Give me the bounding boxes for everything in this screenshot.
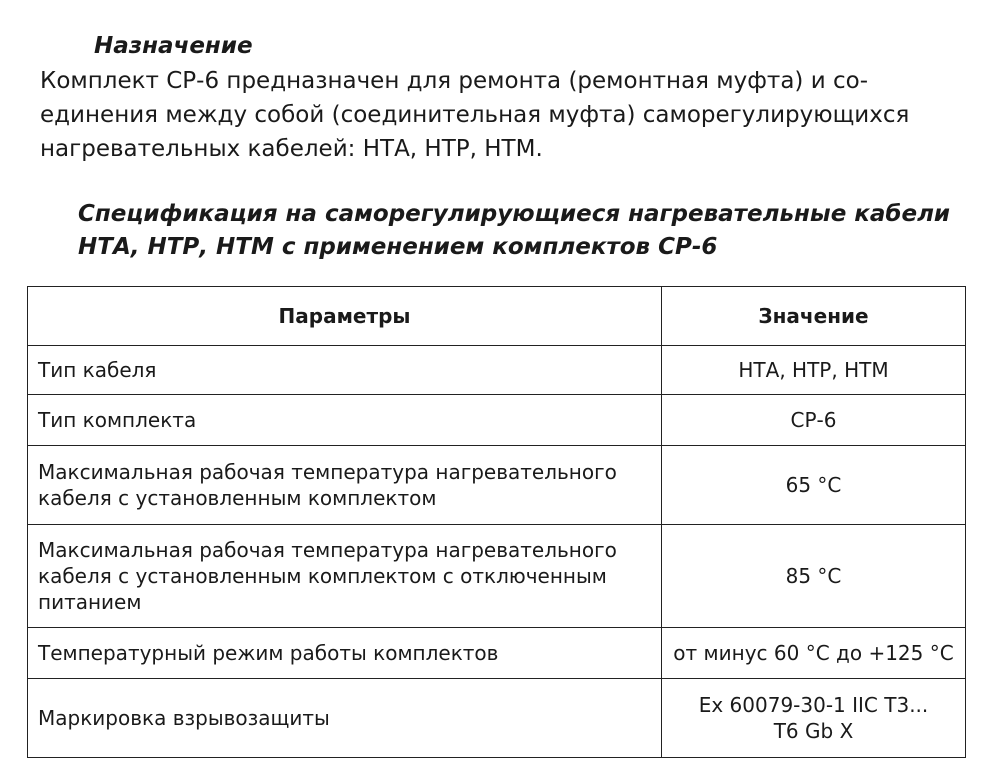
param-cell <box>28 395 662 446</box>
param-text: кабеля с установленным комплектом <box>38 486 437 510</box>
param-text: питанием <box>38 590 142 614</box>
param-cell <box>28 446 662 525</box>
table-row <box>28 525 966 628</box>
value-text: от минус 60 °С до +125 °С <box>673 641 954 665</box>
table-row <box>28 446 966 525</box>
param-text: Тип комплекта <box>38 408 197 432</box>
param-cell <box>28 525 662 628</box>
value-text: Ex 60079-30-1 IIC T3... <box>698 693 929 717</box>
param-cell <box>28 628 662 679</box>
spec-table <box>27 286 966 758</box>
param-text: Максимальная рабочая температура нагревательного <box>38 538 617 562</box>
value-cell <box>662 446 966 525</box>
param-text: Тип кабеля <box>38 358 157 382</box>
value-cell <box>662 346 966 395</box>
purpose-line: Комплект СР-6 предназначен для ремонта (ремонтная муфта) и со- <box>40 68 868 94</box>
header-value: Значение <box>662 287 966 346</box>
value-text: 65 °С <box>785 473 842 497</box>
value-text: 85 °С <box>785 564 842 588</box>
header-parameters: Параметры <box>28 287 662 346</box>
purpose-heading: Назначение <box>94 33 253 59</box>
table-row <box>28 346 966 395</box>
spec-heading-line: НТА, НТР, НТМ с применением комплектов СР-6 <box>78 234 718 260</box>
table-row <box>28 679 966 758</box>
purpose-paragraph <box>40 64 980 166</box>
value-cell <box>662 525 966 628</box>
table-row <box>28 628 966 679</box>
param-text: Маркировка взрывозащиты <box>38 706 330 730</box>
param-text: кабеля с установленным комплектом с отключенным <box>38 564 607 588</box>
value-cell <box>662 628 966 679</box>
table-header-row <box>28 287 966 346</box>
param-cell <box>28 679 662 758</box>
param-text: Температурный режим работы комплектов <box>38 641 499 665</box>
table-row <box>28 395 966 446</box>
value-text: НТА, НТР, НТМ <box>738 358 889 382</box>
purpose-line: нагревательных кабелей: НТА, НТР, НТМ. <box>40 136 543 162</box>
value-text: СР-6 <box>790 408 837 432</box>
param-text: Максимальная рабочая температура нагревательного <box>38 460 617 484</box>
purpose-line: единения между собой (соединительная муфта) саморегулирующихся <box>40 102 910 128</box>
spec-heading-line: Спецификация на саморегулирующиеся нагревательные кабели <box>78 201 951 227</box>
value-cell <box>662 679 966 758</box>
value-cell <box>662 395 966 446</box>
spec-heading <box>78 198 978 264</box>
param-cell <box>28 346 662 395</box>
value-text: T6 Gb X <box>773 719 854 743</box>
